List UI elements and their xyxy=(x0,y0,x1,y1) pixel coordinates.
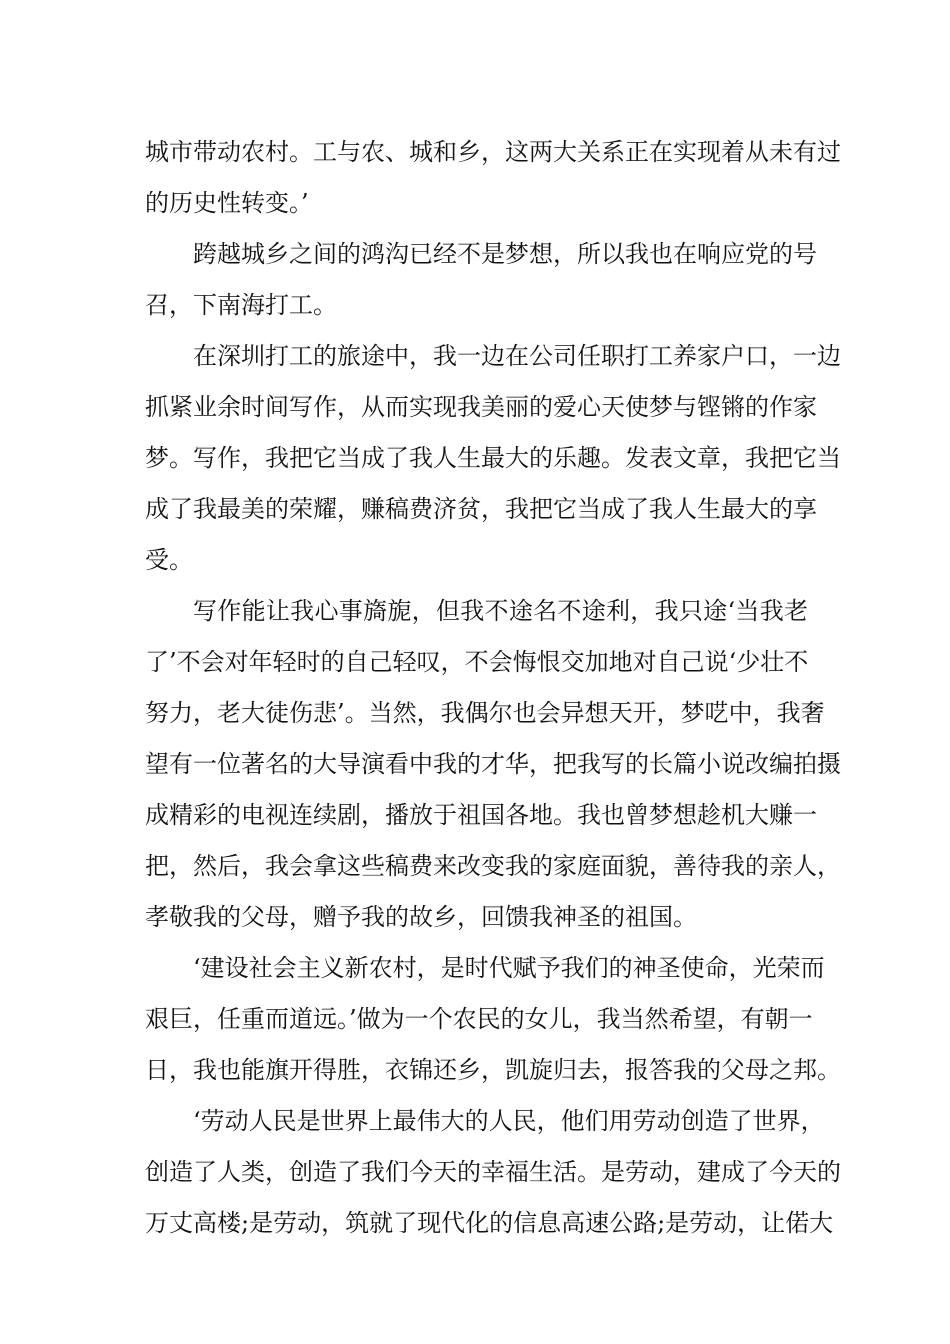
text-line: 孝敬我的父母，赠予我的故乡，回馈我神圣的祖国。 xyxy=(145,903,697,931)
text-line: 跨越城乡之间的鸿沟已经不是梦想，所以我也在响应党的号 xyxy=(193,240,817,268)
text-line: ‘劳动人民是世界上最伟大的人民，他们用劳动创造了世界， xyxy=(193,1107,825,1135)
text-line: 艰巨，任重而道远。’做为一个农民的女儿，我当然希望，有朝一 xyxy=(145,1005,813,1033)
document-body xyxy=(145,127,841,1249)
text-line: 的历史性转变。’ xyxy=(145,189,309,217)
text-line: 城市带动农村。工与农、城和乡，这两大关系正在实现着从未有过 xyxy=(145,138,841,166)
paragraph xyxy=(145,586,841,943)
text-line: 梦。写作，我把它当成了我人生最大的乐趣。发表文章，我把它当 xyxy=(145,444,841,472)
text-line: 创造了人类，创造了我们今天的幸福生活。是劳动，建成了今天的 xyxy=(145,1158,841,1186)
text-line: 了’不会对年轻时的自己轻叹，不会悔恨交加地对自己说‘少壮不 xyxy=(145,648,809,676)
text-line: 日，我也能旗开得胜，衣锦还乡，凯旋归去，报答我的父母之邦。 xyxy=(145,1056,841,1084)
text-line: 成精彩的电视连续剧，播放于祖国各地。我也曾梦想趁机大赚一 xyxy=(145,801,817,829)
paragraph xyxy=(145,127,841,229)
text-line: 万丈高楼;是劳动，筑就了现代化的信息高速公路;是劳动，让偌大 xyxy=(145,1209,834,1237)
text-line: 努力，老大徒伤悲’。当然，我偶尔也会异想天开，梦呓中，我奢 xyxy=(145,699,825,727)
text-line: ‘建设社会主义新农村，是时代赋予我们的神圣使命，光荣而 xyxy=(193,954,825,982)
paragraph xyxy=(145,229,817,331)
text-line: 把，然后，我会拿这些稿费来改变我的家庭面貌，善待我的亲人， xyxy=(145,852,841,880)
text-line: 抓紧业余时间写作，从而实现我美丽的爱心天使梦与铿锵的作家 xyxy=(145,393,817,421)
text-line: 召，下南海打工。 xyxy=(145,291,337,319)
paragraph xyxy=(145,943,841,1096)
paragraph xyxy=(145,331,841,586)
text-line: 写作能让我心事旖旎，但我不途名不途利，我只途‘当我老 xyxy=(193,597,808,625)
text-line: 在深圳打工的旅途中，我一边在公司任职打工养家户口，一边 xyxy=(193,342,841,370)
text-line: 望有一位著名的大导演看中我的才华，把我写的长篇小说改编拍摄 xyxy=(145,750,841,778)
paragraph xyxy=(145,1096,841,1249)
text-line: 受。 xyxy=(145,546,193,574)
text-line: 成了我最美的荣耀，赚稿费济贫，我把它当成了我人生最大的享 xyxy=(145,495,817,523)
